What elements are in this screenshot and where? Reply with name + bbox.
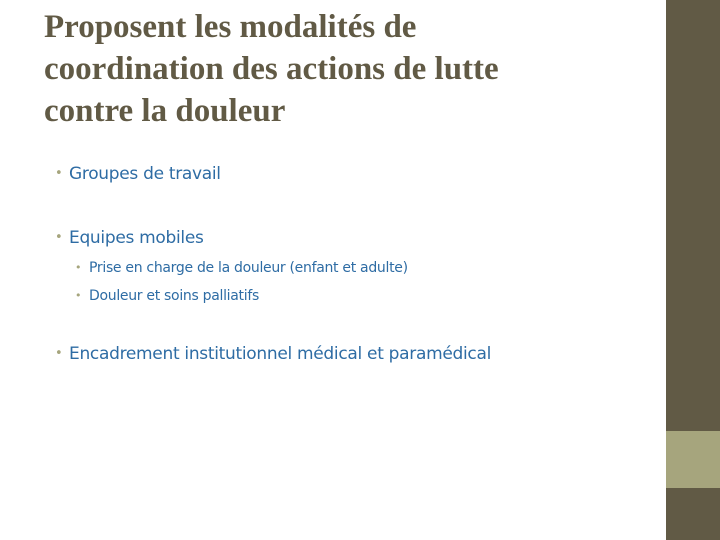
sub-bullet-text: Douleur et soins palliatifs — [89, 288, 259, 304]
sub-bullet-text: Prise en charge de la douleur (enfant et adulte) — [89, 260, 408, 276]
bullet-text: Encadrement institutionnel médical et paramédical — [69, 344, 492, 364]
bullet-item — [55, 228, 204, 248]
sub-bullet-item — [75, 288, 259, 304]
title-line: coordination des actions de lutte — [44, 51, 499, 87]
bullet-dot-icon: • — [55, 230, 63, 245]
bullet-item — [55, 164, 221, 184]
slide-title — [44, 6, 644, 132]
bullet-text: Groupes de travail — [69, 164, 221, 184]
side-bar-lower — [666, 488, 720, 540]
sub-bullet-dot-icon: • — [75, 261, 82, 274]
bullet-dot-icon: • — [55, 346, 63, 361]
bullet-dot-icon: • — [55, 166, 63, 181]
bullet-text: Equipes mobiles — [69, 228, 204, 248]
side-bar-upper — [666, 0, 720, 431]
sub-bullet-item — [75, 260, 408, 276]
bullet-item — [55, 344, 491, 364]
title-line: contre la douleur — [44, 93, 286, 129]
side-bar-accent — [666, 431, 720, 488]
title-line: Proposent les modalités de — [44, 9, 417, 45]
sub-bullet-dot-icon: • — [75, 289, 82, 302]
